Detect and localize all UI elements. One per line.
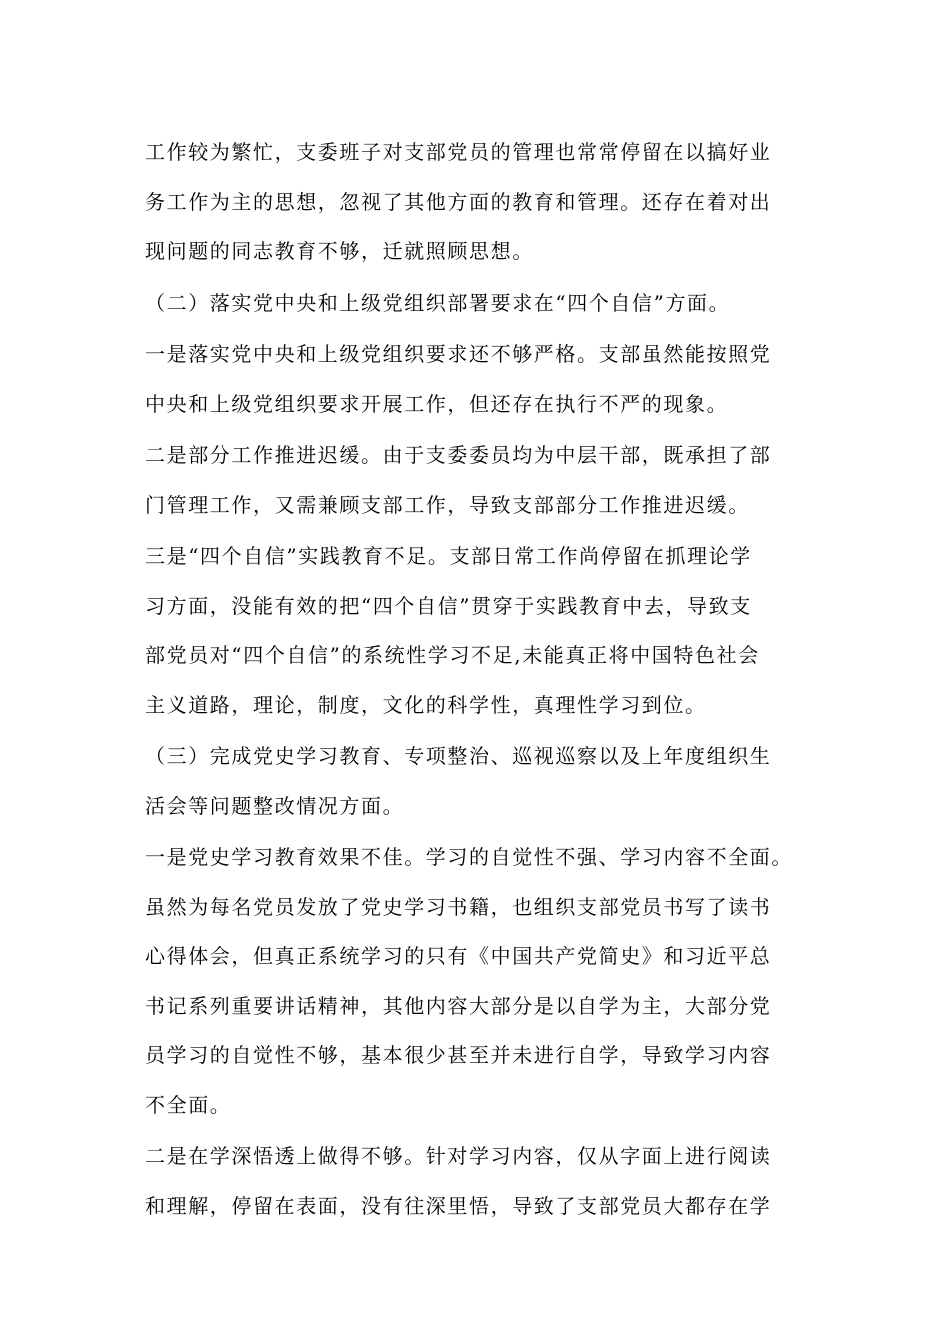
text-line: （三）完成党史学习教育、专项整治、巡视巡察以及上年度组织生 (145, 744, 772, 768)
text-line: 二是在学深悟透上做得不够。针对学习内容，仅从字面上进行阅读 (145, 1144, 772, 1168)
text-line: 门管理工作，又需兼顾支部工作，导致支部部分工作推进迟缓。 (145, 492, 750, 517)
paragraph (145, 330, 835, 429)
text-line: 一是落实党中央和上级党组织要求还不够严格。支部虽然能按照党 (145, 342, 772, 366)
text-line: 心得体会，但真正系统学习的只有《中国共产党简史》和习近平总 (145, 944, 772, 968)
text-line: 和理解，停留在表面，没有往深里悟，导致了支部党员大都存在学 (145, 1193, 772, 1218)
text-line: 书记系列重要讲话精神，其他内容大部分是以自学为主，大部分党 (145, 993, 772, 1018)
text-line: 虽然为每名党员发放了党史学习书籍，也组织支部党员书写了读书 (145, 894, 772, 919)
paragraph (145, 1132, 835, 1231)
text-line: 员学习的自觉性不够，基本很少甚至并未进行自学，导致学习内容 (145, 1043, 772, 1067)
paragraph (145, 279, 835, 329)
text-line: 三是“四个自信”实践教育不足。支部日常工作尚停留在抓理论学 (145, 544, 752, 568)
text-line: 工作较为繁忙，支委班子对支部党员的管理也常常停留在以搞好业 (145, 140, 772, 164)
text-line: 部党员对“四个自信”的系统性学习不足,未能真正将中国特色社会 (145, 643, 760, 667)
text-line: 务工作为主的思想，忽视了其他方面的教育和管理。还存在着对出 (145, 189, 772, 214)
text-line: （二）落实党中央和上级党组织部署要求在“四个自信”方面。 (145, 290, 731, 315)
paragraph (145, 128, 835, 277)
text-line: 现问题的同志教育不够，迁就照顾思想。 (145, 239, 534, 263)
text-line: 一是党史学习教育效果不佳。学习的自觉性不强、学习内容不全面。 (145, 845, 793, 869)
text-line: 主义道路，理论，制度，文化的科学性，真理性学习到位。 (145, 692, 707, 717)
text-line: 不全面。 (145, 1092, 232, 1117)
paragraph (145, 532, 835, 730)
text-line: 活会等问题整改情况方面。 (145, 793, 405, 818)
paragraph (145, 833, 835, 1130)
text-line: 习方面，没能有效的把“四个自信”贯穿于实践教育中去，导致支 (145, 593, 752, 618)
text-line: 二是部分工作推进迟缓。由于支委委员均为中层干部，既承担了部 (145, 443, 772, 467)
text-line: 中央和上级党组织要求开展工作，但还存在执行不严的现象。 (145, 391, 729, 416)
paragraph (145, 431, 835, 530)
document-body (145, 128, 835, 1233)
paragraph (145, 732, 835, 831)
